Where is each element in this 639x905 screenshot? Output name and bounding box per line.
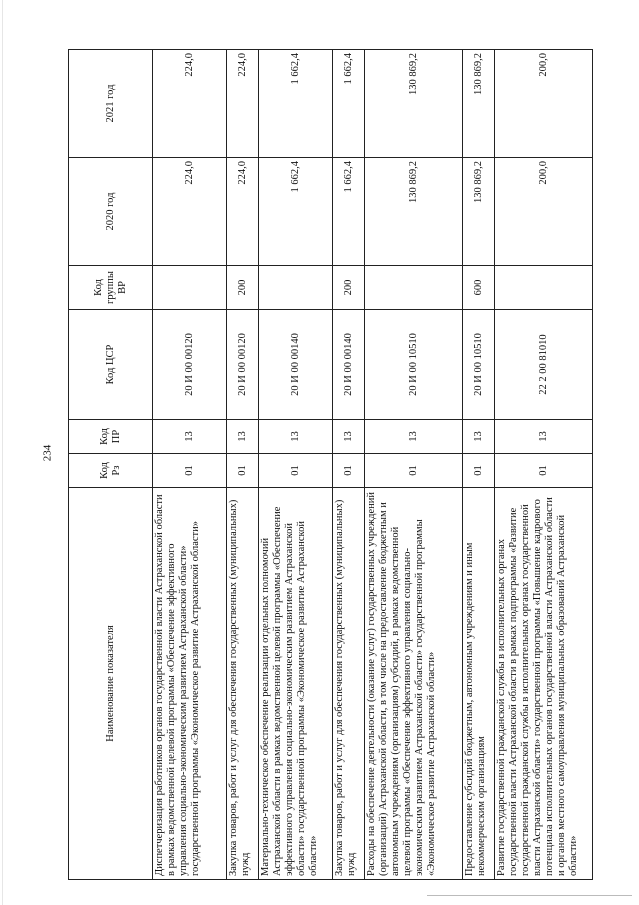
row-name: Материально-техническое обеспечение реализации отдельных полномочий Астраханской области в рамках ведомственной целевой программы «Обеспечение эффективного управления социально-экономическим развитием Астраханской области» государственной программы «Экономическое развитие Астраханской области»	[259, 488, 333, 880]
row-2021: 130 869,2	[365, 50, 463, 158]
row-name: Диспетчеризация работников органов государственной власти Астраханской области в рамках ведомственной целевой программы «Обеспечение эффективного управления социально-экономическим развитием Астраханской области» государственной программы «Экономическое развитие Астраханской области»	[153, 488, 227, 880]
table-row	[495, 50, 593, 880]
header-2021: 2021 год	[69, 50, 153, 158]
row-name: Расходы на обеспечение деятельности (оказание услуг) государственных учреждений (организаций) Астраханской области, в том числе на предоставление бюджетным и автономным учреждениям (организациям) субсидий, в рамках ведомственной целевой программы «Обеспечение эффективного управления социально-экономическим развитием Астраханской области» государственной программы «Экономическое развитие Астраханской области»	[365, 488, 463, 880]
row-rz: 01	[463, 454, 495, 488]
row-pr: 13	[365, 420, 463, 454]
table-row	[259, 50, 333, 880]
header-rz: Код Рз	[69, 454, 153, 488]
table-row	[153, 50, 227, 880]
row-vr	[153, 266, 227, 310]
header-2020: 2020 год	[69, 158, 153, 266]
row-csr: 20 И 00 00140	[333, 310, 365, 420]
row-csr: 20 И 00 00120	[153, 310, 227, 420]
table-row	[365, 50, 463, 880]
header-name: Наименование показателя	[69, 488, 153, 880]
header-vr: Код группы ВР	[69, 266, 153, 310]
row-rz: 01	[495, 454, 593, 488]
row-name: Развитие государственной гражданской службы в исполнительных органах государственной власти Астраханской области в рамках подпрограммы «Развитие государственной гражданской службы в исполнительных органах государственной власти Астраханской области» государственной программы «Повышение кадрового потенциала исполнительных органов государственной власти Астраханской области и органов местного самоуправления муниципальных образований Астраханской области»	[495, 488, 593, 880]
table-row	[333, 50, 365, 880]
row-2020: 130 869,2	[463, 158, 495, 266]
row-2021: 224,0	[227, 50, 259, 158]
row-rz: 01	[153, 454, 227, 488]
row-name: Закупка товаров, работ и услуг для обеспечения государственных (муниципальных) нужд	[227, 488, 259, 880]
row-2020: 130 869,2	[365, 158, 463, 266]
row-csr: 20 И 00 00120	[227, 310, 259, 420]
row-2021: 1 662,4	[259, 50, 333, 158]
row-csr: 22 2 00 81010	[495, 310, 593, 420]
scan-bottom-mark	[427, 895, 632, 896]
row-pr: 13	[463, 420, 495, 454]
table-row	[463, 50, 495, 880]
row-pr: 13	[227, 420, 259, 454]
row-csr: 20 И 00 00140	[259, 310, 333, 420]
row-pr: 13	[495, 420, 593, 454]
header-pr: Код ПР	[69, 420, 153, 454]
scan-edge	[2, 0, 3, 905]
row-2020: 1 662,4	[259, 158, 333, 266]
row-2021: 200,0	[495, 50, 593, 158]
row-pr: 13	[153, 420, 227, 454]
table-row	[227, 50, 259, 880]
header-row	[69, 50, 153, 880]
row-2021: 224,0	[153, 50, 227, 158]
row-name: Предоставление субсидий бюджетным, автономным учреждениям и иным некоммерческим организациям	[463, 488, 495, 880]
row-2020: 224,0	[153, 158, 227, 266]
row-rz: 01	[365, 454, 463, 488]
row-2021: 130 869,2	[463, 50, 495, 158]
row-vr: 200	[227, 266, 259, 310]
row-csr: 20 И 00 10510	[463, 310, 495, 420]
row-rz: 01	[227, 454, 259, 488]
row-vr: 200	[333, 266, 365, 310]
row-vr	[365, 266, 463, 310]
row-pr: 13	[259, 420, 333, 454]
budget-table	[68, 49, 593, 880]
row-vr	[259, 266, 333, 310]
row-vr: 600	[463, 266, 495, 310]
row-2020: 1 662,4	[333, 158, 365, 266]
page-number: 234	[41, 444, 54, 462]
row-2020: 224,0	[227, 158, 259, 266]
row-name: Закупка товаров, работ и услуг для обеспечения государственных (муниципальных) нужд	[333, 488, 365, 880]
row-2021: 1 662,4	[333, 50, 365, 158]
row-vr	[495, 266, 593, 310]
row-pr: 13	[333, 420, 365, 454]
row-rz: 01	[259, 454, 333, 488]
budget-table-container	[68, 50, 592, 880]
row-csr: 20 И 00 10510	[365, 310, 463, 420]
header-csr: Код ЦСР	[69, 310, 153, 420]
row-2020: 200,0	[495, 158, 593, 266]
row-rz: 01	[333, 454, 365, 488]
